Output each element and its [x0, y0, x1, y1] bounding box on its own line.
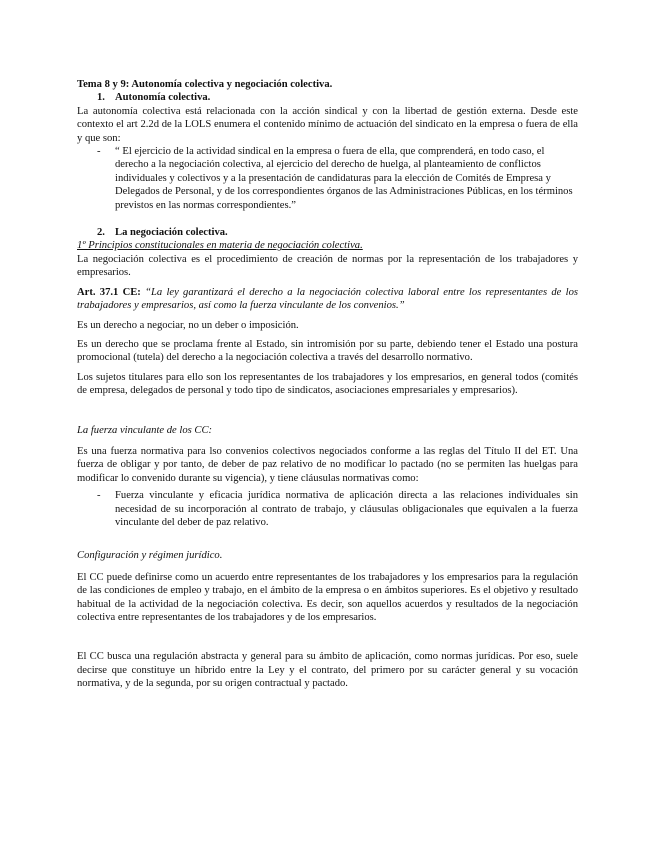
section-2-bullet [97, 489, 578, 529]
paragraph-derecho: Es un derecho a negociar, no un deber o imposición. [77, 319, 299, 331]
section-1-intro: La autonomía colectiva está relacionada con la acción sindical y con la libertad de gestión externa. Desde este contexto el art 2.2d de la LOLS enumera el contenido mínimo de actuación del sindicato en la empresa o fuera de ella y que son: [77, 105, 578, 144]
bullet-dash: - [97, 146, 101, 158]
section-1-bullet [97, 145, 578, 212]
subheading-configuracion: Configuración y régimen jurídico. [77, 550, 223, 562]
section-2-heading [77, 226, 578, 239]
section-1-heading [77, 91, 578, 104]
section-2-number: 2. [97, 227, 105, 239]
article-label: Art. 37.1 CE: [77, 286, 141, 298]
document-title: Tema 8 y 9: Autonomía colectiva y negociación colectiva. [77, 79, 333, 90]
subheading-fuerza: La fuerza vinculante de los CC: [77, 424, 213, 436]
article-quote [77, 286, 578, 313]
section-2-title: La negociación colectiva. [115, 227, 228, 239]
subheading-principios: 1º Principios constitucionales en materia de negociación colectiva. [77, 240, 363, 252]
article-text: “La ley garantizará el derecho a la negociación colectiva laboral entre los representantes de los trabajadores y empresarios, así como la fuerza vinculante de los convenios.” [77, 286, 579, 312]
paragraph-fuerza: Es una fuerza normativa para lso convenios colectivos negociados conforme a las reglas del Título II del ET. Una fuerza de obligar y por tanto, de deber de paz relativo de no modificar lo pactado (no se permiten las huelgas para modificar lo convenido durante su vigencia), y tiene cláusulas normativas como: [77, 445, 578, 484]
paragraph-definicion: La negociación colectiva es el procedimiento de creación de normas por la representación de los trabajadores y empresarios. [77, 253, 578, 279]
document-page [77, 78, 578, 691]
paragraph-estado: Es un derecho que se proclama frente al Estado, sin intromisión por su parte, debiendo tener el Estado una postura promocional (tutela) del derecho a la negociación colectiva a través del desarrollo normativo. [77, 338, 578, 364]
bullet-text: “ El ejercicio de la actividad sindical en la empresa o fuera de ella, que comprenderá, en todo caso, el derecho a la negociación colectiva, al ejercicio del derecho de huelga, al planteamiento de conflictos individuales y colectivos y a la presentación de candidaturas para la elección de Comités de Empresa y Delegados de Personal, y de los correspondientes órganos de las Administraciones Públicas, en los términos previstos en las normas correspondientes.” [115, 146, 573, 211]
section-1-title: Autonomía colectiva. [115, 92, 211, 104]
paragraph-sujetos: Los sujetos titulares para ello son los representantes de los trabajadores y los empresarios, en general todos (comités de empresa, delegados de personal y todo tipo de sindicatos, asociaciones empresariales y empresarios). [77, 371, 578, 397]
paragraph-regulacion: El CC busca una regulación abstracta y general para su ámbito de aplicación, como normas jurídicas. Por eso, suele decirse que constituye un híbrido entre la Ley y el contrato, del primero por su carácter general y su vocación normativa, y de la segunda, por su origen contractual y pactado. [77, 651, 578, 690]
paragraph-configuracion: El CC puede definirse como un acuerdo entre representantes de los trabajadores y los empresarios para la regulación de las condiciones de empleo y trabajo, en el ámbito de la empresa o en ámbitos superiores. Es el objetivo y resultado habitual de la actividad de la negociación colectiva. Es decir, son aquellos acuerdos y resultados de la negociación colectiva entre representantes de los trabajadores y de los empresarios. [77, 571, 578, 623]
bullet-text: Fuerza vinculante y eficacia jurídica normativa de aplicación directa a las relaciones individuales sin necesidad de su incorporación al contrato de trabajo, y cláusulas obligacionales que equivalen a la fuerza vinculante del deber de paz relativo. [115, 490, 578, 528]
section-1-number: 1. [97, 92, 105, 104]
bullet-dash: - [97, 490, 101, 502]
